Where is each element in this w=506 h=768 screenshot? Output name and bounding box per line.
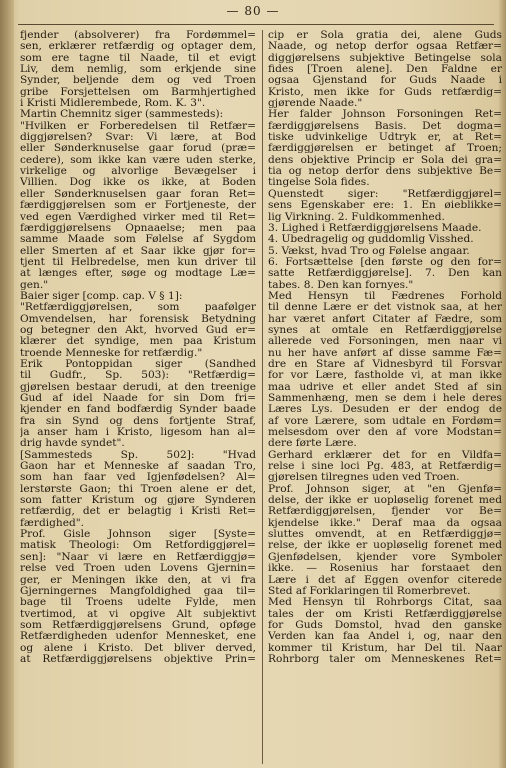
text-line: lerstørste Gaon; thi Troen alene er det,: [20, 483, 256, 495]
text-line: troende Menneske for retfærdig.": [20, 347, 203, 359]
column-divider: [262, 30, 263, 764]
text-line: Quenstedt siger: "Retfærdiggjørel=: [268, 188, 502, 200]
text-line: af vore Lærere, som udtale en Fordøm=: [268, 415, 502, 427]
text-line: matisk Theologi: Om Retfordiggjørel=: [20, 540, 256, 552]
text-line: færdiggjørelsens Opnaaelse; men paa: [20, 222, 256, 234]
text-line: Med Hensyn til Rohrborgs Citat, saa: [268, 597, 502, 609]
text-line: Retfærdigheden udenfor Mennesket, ene: [20, 631, 256, 643]
text-line: Gerhard erklærer det for en Vildfa=: [268, 449, 502, 461]
text-line: dre en Stare af Vidnesbyrd til Forsvar: [268, 358, 502, 370]
text-line: lig Virkning. 2. Fuldkommenhed.: [268, 211, 445, 223]
header-rule: [18, 24, 494, 25]
text-line: færdiggjørelsens Basis. Det dogma=: [268, 120, 502, 132]
text-line: Med Hensyn til Fædrenes Forhold: [268, 290, 502, 302]
text-line: Synder, beljende dem og ved Troen: [20, 75, 256, 87]
text-line: gen.": [20, 279, 49, 291]
text-line: synes at omtale en Retfærdiggjørelse: [268, 324, 502, 336]
text-line: tvertimod, at vi opgive Alt subjektivt: [20, 608, 256, 620]
text-line: ogsaa Gjenstand for Guds Naade i: [268, 75, 502, 87]
text-line: for Guds Domstol, hvad den ganske: [268, 619, 502, 631]
text-line: og alene i Kristo. Det bliver derved,: [20, 642, 256, 654]
text-line: som fatter Kristum og gjøre Synderen: [20, 495, 256, 507]
text-line: 5. Vækst, hvad Tro og Følelse angaar.: [268, 245, 470, 257]
text-line: Prof. Johnson siger, at "en Gjenfø=: [268, 483, 502, 495]
text-line: Gaon har et Menneske af saadan Tro,: [20, 461, 256, 473]
text-line: fjender (absolverer) fra Fordømmel=: [20, 30, 256, 41]
text-line: cip er Sola gratia dei, alene Guds: [268, 30, 502, 41]
book-spine-shadow: [0, 0, 14, 768]
text-line: 6. Fortsættelse [den første og den for=: [268, 256, 502, 268]
text-line: tingelse Sola fides.: [268, 177, 370, 189]
text-line: ja anser ham i Kristo, ligesom han al=: [20, 427, 256, 439]
text-line: cedere), som ikke kan være uden sterke,: [20, 154, 256, 166]
text-line: Sammenhæng, men se dem i hele deres: [268, 393, 502, 404]
text-line: gjørende Naade.": [268, 98, 363, 110]
text-line: ved egen Værdighed virker med til Ret=: [20, 211, 256, 223]
text-line: Martin Chemnitz siger (sammesteds):: [20, 109, 224, 121]
text-line: relse, der ikke er uopløselig forenet med: [268, 540, 502, 552]
right-text-column: [268, 30, 502, 665]
text-line: sen, erklærer retfærdig og optager dem,: [20, 41, 256, 53]
text-line: satte Retfærdiggjørelse]. 7. Den kan: [268, 268, 502, 280]
text-line: Naade, og netop derfor ogsaa Retfær=: [268, 41, 502, 53]
text-line: klærer det syndige, men paa Kristum: [20, 336, 256, 348]
text-line: færdiggjørelsen som er Fortjeneste, der: [20, 200, 256, 212]
text-line: Retfærdiggjørelsen, fjender vor Be=: [268, 506, 502, 518]
text-line: tjent til Helbredelse, men kun driver til: [20, 256, 256, 268]
text-line: fra sin Synd og dens fortjente Straf,: [20, 415, 256, 427]
text-line: allerede ved Forsoningen, men naar vi: [268, 336, 502, 348]
text-line: som han faar ved Igjenfødelsen? Al=: [20, 472, 256, 484]
text-line: 4. Ubedragelig og guddomlig Visshed.: [268, 234, 474, 246]
text-line: Læres Lys. Desuden er der endog de: [268, 404, 502, 416]
text-line: 3. Lighed i Retfærdiggjørelsens Maade.: [268, 222, 482, 234]
text-line: kjender en fand bodfærdig Synder baade: [20, 404, 256, 416]
text-line: Kristo, men ikke for Guds retfærdig=: [268, 86, 502, 98]
text-line: ger, er Meningen ikke den, at vi fra: [20, 574, 256, 586]
text-line: for vor Lære, fastholde vi, at man ikke: [268, 370, 502, 382]
text-line: har været anført Citater af Fædre, som: [268, 313, 502, 325]
text-line: eller Sønderknuselse gaar forud (præ=: [20, 143, 256, 155]
text-line: relse ved Troen uden Lovens Gjernin=: [20, 563, 256, 575]
text-line: at Retfærdiggjørelsens objektive Prin=: [20, 653, 256, 665]
text-line: til denne Lære er det vistnok saa, at her: [268, 302, 502, 314]
text-line: sen]: "Naar vi lære en Retfærdiggjø=: [20, 551, 256, 563]
text-line: tiske udvinkelige Udtryk er, at Ret=: [268, 132, 502, 144]
text-line: "Hvilken er Forberedelsen til Retfær=: [20, 120, 256, 132]
text-line: Erik Pontoppidan siger (Sandhed: [20, 358, 256, 370]
text-line: dens objektive Princip er Sola dei gra=: [268, 154, 502, 166]
text-line: kommer til Kristum, har Del til. Naar: [268, 642, 502, 654]
text-line: Gjerningernes Mangfoldighed gaa til=: [20, 585, 256, 597]
text-line: fides [Troen alene]. Den Faldne er: [268, 64, 502, 76]
text-line: relse i sine loci Pg. 483, at Retfærdig=: [268, 461, 502, 473]
text-line: dere førte Lære.: [268, 438, 357, 450]
text-line: sluttes omvendt, at en Retfærdiggjø=: [268, 529, 502, 541]
text-line: og betegner den Akt, hvorved Gud er=: [20, 324, 256, 336]
text-line: bage til Troens udelte Fylde, men: [20, 597, 256, 609]
text-line: Gud af idel Naade for sin Dom fri=: [20, 393, 256, 404]
text-line: som ere tagne til Naade, til et evigt: [20, 52, 256, 64]
text-line: samme Maade som Følelse af Sygdom: [20, 234, 256, 246]
text-line: tabes. 8. Den kan fornyes.": [268, 279, 414, 291]
text-line: Baier siger [comp. cap. V § 1]:: [20, 290, 183, 302]
text-line: [Sammesteds Sp. 502]: "Hvad: [20, 449, 256, 461]
text-line: melsesdom over den af vore Modstan=: [268, 427, 502, 439]
text-line: Verden kan faa Andel i, og, naar den: [268, 631, 502, 643]
text-line: Her falder Johnson Forsoningen Ret=: [268, 109, 502, 121]
text-line: Rohrborg taler om Menneskenes Ret=: [268, 653, 502, 665]
text-line: virkelige og alvorlige Bevægelser i: [20, 166, 256, 178]
text-line: Omvendelsen, har forensisk Betydning: [20, 313, 256, 325]
text-line: at længes efter, søge og modtage Læ=: [20, 268, 256, 280]
text-line: Sted af Forklaringen til Romerbrevet.: [268, 585, 471, 597]
text-line: gjørelsen bestaar derudi, at den treenige: [20, 381, 256, 393]
text-line: delse, der ikke er uopløselig forenet med: [268, 495, 502, 507]
text-line: færdighed".: [20, 517, 85, 529]
left-text-column: [20, 30, 256, 665]
text-line: færdiggjørelsen er betinget af Troen;: [268, 143, 502, 155]
text-line: sens Egenskaber ere: 1. En øieblikke=: [268, 200, 502, 212]
page-number: — 80 —: [226, 4, 280, 18]
text-line: "Retfærdiggjørelsen, som paafølger: [20, 302, 256, 314]
text-line: som Retfærdiggjørelsens Grund, opføge: [20, 619, 256, 631]
text-line: Liv, dem nemlig, som erkjende sine: [20, 64, 256, 76]
text-line: diggjørelsen? Svar: Vi lære, at Bod: [20, 132, 256, 144]
text-line: Villien. Dog ikke os ikke, at Boden: [20, 177, 256, 189]
text-line: Gjenfødelsen, kjender vore Symboler: [268, 551, 502, 563]
text-line: ikke. — Rosenius har forstaaet den: [268, 563, 502, 575]
text-line: tales der om Kristi Retfærdiggjørelse: [268, 608, 502, 620]
text-line: retfærdig, det er belagtig i Kristi Ret=: [20, 506, 256, 518]
text-line: Lære i det af Eggen ovenfor citerede: [268, 574, 502, 586]
text-line: drig havde syndet".: [20, 438, 125, 450]
text-line: tia og netop derfor dens subjektive Be=: [268, 166, 502, 178]
text-line: eller Smerten af et Saar ikke gjør for=: [20, 245, 256, 257]
text-line: eller Sønderknuselsen gaar foran Ret=: [20, 188, 256, 200]
text-line: i Kristi Midlerembede, Rom. K. 3".: [20, 98, 206, 110]
text-line: gribe Forsjettelsen om Barmhjertighed: [20, 86, 256, 98]
text-line: kjendelse ikke." Deraf maa da ogsaa: [268, 517, 502, 529]
text-line: maa udrive et eller andet Sted af sin: [268, 381, 502, 393]
text-line: Prof. Gisle Johnson siger [Syste=: [20, 529, 256, 541]
text-line: til Gudfr., Sp. 503): "Retfærdig=: [20, 370, 256, 382]
text-line: diggjørelsens subjektive Betingelse sola: [268, 52, 502, 64]
text-line: gjørelsen tilregnes uden ved Troen.: [268, 472, 460, 484]
text-line: nu her have anført af disse samme Fæ=: [268, 347, 502, 359]
